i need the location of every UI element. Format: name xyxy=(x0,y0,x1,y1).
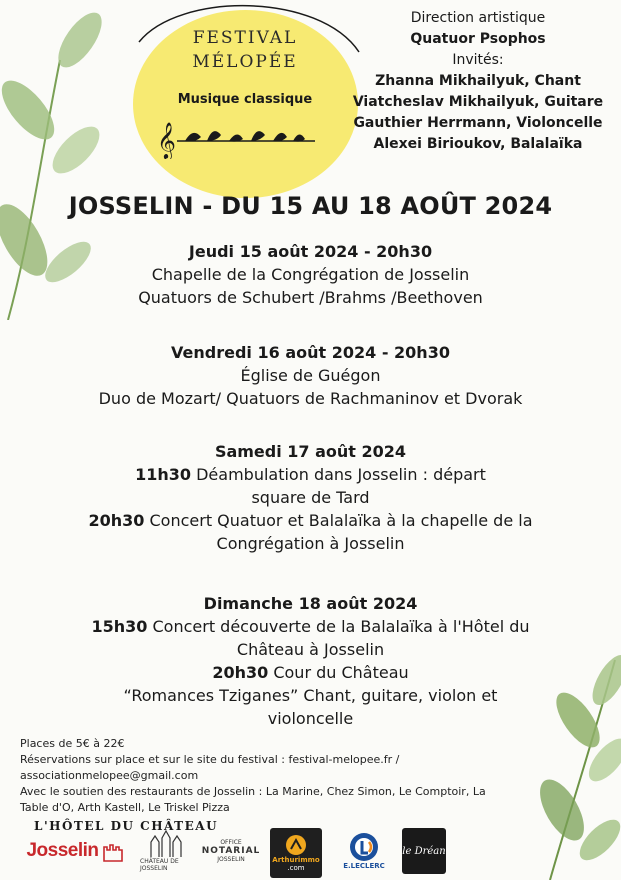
office-notarial-logo xyxy=(201,828,261,874)
svg-text:𝄞: 𝄞 xyxy=(157,121,176,159)
logo-subtitle: Musique classique xyxy=(177,92,313,107)
chateau-logo-text: CHÂTEAU DE JOSSELIN xyxy=(140,858,179,872)
event-date: Samedi 17 août 2024 xyxy=(214,442,407,461)
event-line xyxy=(0,509,621,532)
treble-clef-birds-icon xyxy=(155,113,325,159)
leclerc-text: E.LECLERC xyxy=(343,862,385,870)
arthurimmo-sub-text: .com xyxy=(287,864,305,872)
event-line xyxy=(0,463,621,486)
hotel-du-chateau-logo: L'HÔTEL DU CHÂTEAU xyxy=(34,819,219,833)
event-line: Chapelle de la Congrégation de Josselin xyxy=(151,265,470,284)
event-friday xyxy=(0,341,621,410)
event-date: Vendredi 16 août 2024 - 20h30 xyxy=(171,343,450,362)
event-text: Concert Quatuor et Balalaïka à la chapelle de la xyxy=(144,511,533,530)
event-time: 20h30 xyxy=(88,511,145,530)
event-time: 20h30 xyxy=(212,663,269,682)
event-saturday xyxy=(0,440,621,555)
josselin-logo xyxy=(26,828,126,874)
guest-item: Gauthier Herrmann, Violoncelle xyxy=(353,115,603,131)
event-line: Quatuors de Schubert /Brahms /Beethoven xyxy=(138,288,483,307)
prices: Places de 5€ à 22€ xyxy=(20,737,125,750)
event-line: Église de Guégon xyxy=(240,366,381,385)
direction-label: Direction artistique xyxy=(410,10,546,26)
chateau-icon xyxy=(148,830,184,858)
reservations: Réservations sur place et sur le site du festival : festival-melopee.fr / xyxy=(20,753,400,766)
notarial-main-text: NOTARIAL xyxy=(201,846,261,856)
le-drean-text: le Dréan xyxy=(402,845,446,857)
event-time: 15h30 xyxy=(91,617,148,636)
support-line: Avec le soutien des restaurants de Josselin : La Marine, Chez Simon, Le Comptoir, La xyxy=(20,785,486,798)
event-date: Jeudi 15 août 2024 - 20h30 xyxy=(188,242,433,261)
logo-title-line2: MÉLOPÉE xyxy=(192,52,298,72)
guests-label: Invités: xyxy=(452,52,504,68)
event-line: Duo de Mozart/ Quatuors de Rachmaninov et Dvorak xyxy=(98,389,523,408)
leclerc-icon xyxy=(349,832,379,862)
arthurimmo-text: Arthurimmo xyxy=(272,856,320,864)
event-text: Déambulation dans Josselin : départ xyxy=(191,465,486,484)
arthurimmo-icon xyxy=(285,834,307,856)
event-date: Dimanche 18 août 2024 xyxy=(203,594,418,613)
event-thursday xyxy=(0,240,621,309)
logo-title-line1: FESTIVAL xyxy=(192,28,298,48)
event-line: violoncelle xyxy=(267,709,354,728)
page-title: JOSSELIN - DU 15 AU 18 AOÛT 2024 xyxy=(68,192,553,220)
event-line xyxy=(0,661,621,684)
event-sunday xyxy=(0,592,621,730)
chateau-josselin-logo xyxy=(140,828,192,874)
event-text: Concert découverte de la Balalaïka à l'Hôtel du xyxy=(147,617,530,636)
castle-icon xyxy=(102,839,126,863)
notarial-top-text: OFFICE xyxy=(220,839,242,846)
notarial-city-text: JOSSELIN xyxy=(217,856,245,863)
guest-item: Viatcheslav Mikhailyuk, Guitare xyxy=(352,94,604,110)
guest-item: Zhanna Mikhailyuk, Chant xyxy=(375,73,581,89)
guest-item: Alexei Birioukov, Balalaïka xyxy=(373,136,583,152)
arthurimmo-logo xyxy=(270,828,322,878)
event-time: 11h30 xyxy=(135,465,192,484)
director-name: Quatuor Psophos xyxy=(410,31,546,47)
le-drean-logo xyxy=(402,828,446,874)
event-line: “Romances Tziganes” Chant, guitare, violon et xyxy=(123,686,498,705)
event-line: Château à Josselin xyxy=(236,640,385,659)
support-line: Table d'O, Arth Kastell, Le Triskel Pizza xyxy=(20,801,230,814)
event-line: Congrégation à Josselin xyxy=(216,534,405,553)
leclerc-logo xyxy=(338,828,390,874)
event-text: Cour du Château xyxy=(268,663,409,682)
artistic-direction xyxy=(340,8,616,155)
contact-email: associationmelopee@gmail.com xyxy=(20,769,199,782)
footer-info xyxy=(20,736,560,816)
josselin-logo-text: Josselin xyxy=(26,840,99,861)
event-line: square de Tard xyxy=(251,488,370,507)
event-line xyxy=(0,615,621,638)
